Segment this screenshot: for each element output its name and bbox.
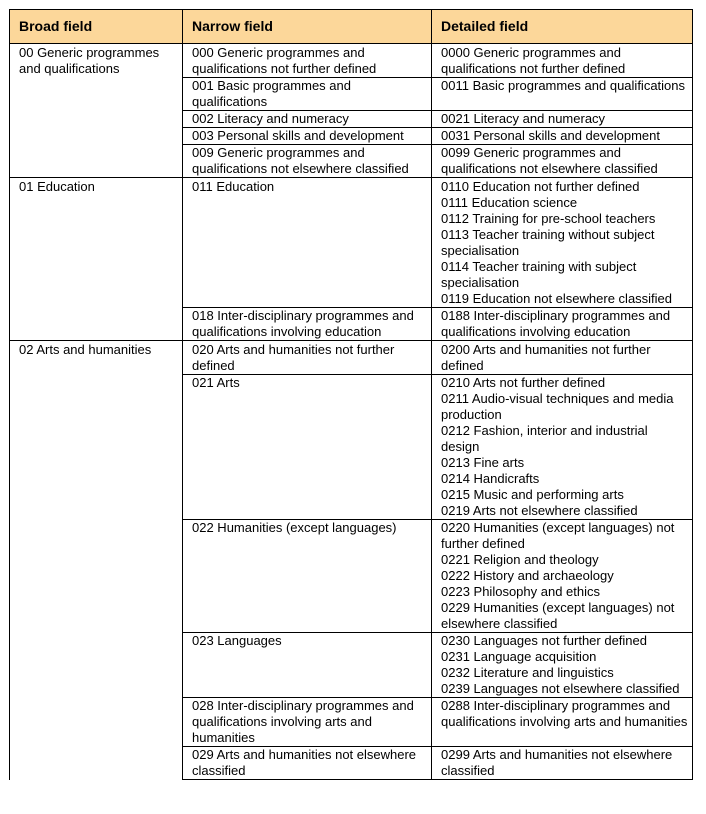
- detailed-field-item: 0239 Languages not elsewhere classified: [441, 681, 680, 696]
- detailed-field-item: 0110 Education not further defined: [441, 179, 640, 194]
- table-header-row: [10, 10, 693, 44]
- detailed-field-cell: [432, 747, 693, 780]
- table-row: [10, 178, 693, 308]
- detailed-field-item: 0210 Arts not further defined: [441, 375, 606, 390]
- detailed-field-item: 0221 Religion and theology: [441, 552, 599, 567]
- detailed-field-item: 0000 Generic programmes and qualifications not further defined: [441, 45, 626, 76]
- detailed-field-item: 0211 Audio-visual techniques and media production: [441, 391, 674, 422]
- detailed-field-item: 0113 Teacher training without subject specialisation: [441, 227, 655, 258]
- isced-fields-document: [9, 9, 692, 780]
- narrow-field-cell: 028 Inter-disciplinary programmes and qualifications involving arts and humanities: [183, 698, 432, 747]
- detailed-field-cell: [432, 520, 693, 633]
- detailed-field-item: 0219 Arts not elsewhere classified: [441, 503, 638, 518]
- detailed-field-item: 0222 History and archaeology: [441, 568, 614, 583]
- detailed-field-cell: [432, 341, 693, 375]
- detailed-field-cell: [432, 111, 693, 128]
- broad-field-cell: 01 Education: [10, 178, 183, 341]
- detailed-field-item: 0220 Humanities (except languages) not further defined: [441, 520, 675, 551]
- detailed-field-item: 0232 Literature and linguistics: [441, 665, 614, 680]
- narrow-field-cell: 002 Literacy and numeracy: [183, 111, 432, 128]
- detailed-field-cell: [432, 375, 693, 520]
- narrow-field-cell: 003 Personal skills and development: [183, 128, 432, 145]
- narrow-field-cell: 009 Generic programmes and qualifications not elsewhere classified: [183, 145, 432, 178]
- detailed-field-cell: [432, 178, 693, 308]
- field-classification-table: [9, 9, 693, 780]
- detailed-field-item: 0031 Personal skills and development: [441, 128, 660, 143]
- broad-field-cell: 02 Arts and humanities: [10, 341, 183, 780]
- detailed-field-item: 0230 Languages not further defined: [441, 633, 648, 648]
- detailed-field-cell: [432, 633, 693, 698]
- detailed-field-cell: [432, 145, 693, 178]
- table-row: [10, 44, 693, 78]
- detailed-field-item: 0213 Fine arts: [441, 455, 525, 470]
- detailed-field-item: 0011 Basic programmes and qualifications: [441, 78, 686, 93]
- detailed-field-item: 0288 Inter-disciplinary programmes and qualifications involving arts and humanities: [441, 698, 688, 729]
- narrow-field-cell: 020 Arts and humanities not further defined: [183, 341, 432, 375]
- detailed-field-item: 0200 Arts and humanities not further defined: [441, 342, 651, 373]
- detailed-field-cell: [432, 128, 693, 145]
- narrow-field-cell: 018 Inter-disciplinary programmes and qualifications involving education: [183, 308, 432, 341]
- narrow-field-cell: 011 Education: [183, 178, 432, 308]
- detailed-field-cell: [432, 78, 693, 111]
- header-narrow-field: Narrow field: [183, 10, 432, 44]
- detailed-field-item: 0119 Education not elsewhere classified: [441, 291, 673, 306]
- narrow-field-cell: 001 Basic programmes and qualifications: [183, 78, 432, 111]
- detailed-field-item: 0099 Generic programmes and qualifications not elsewhere classified: [441, 145, 658, 176]
- narrow-field-cell: 000 Generic programmes and qualifications not further defined: [183, 44, 432, 78]
- detailed-field-item: 0214 Handicrafts: [441, 471, 540, 486]
- detailed-field-item: 0212 Fashion, interior and industrial design: [441, 423, 648, 454]
- detailed-field-item: 0299 Arts and humanities not elsewhere classified: [441, 747, 673, 778]
- narrow-field-cell: 023 Languages: [183, 633, 432, 698]
- table-row: [10, 341, 693, 375]
- detailed-field-item: 0112 Training for pre-school teachers: [441, 211, 656, 226]
- header-detailed-field: Detailed field: [432, 10, 693, 44]
- narrow-field-cell: 021 Arts: [183, 375, 432, 520]
- detailed-field-item: 0231 Language acquisition: [441, 649, 597, 664]
- detailed-field-item: 0229 Humanities (except languages) not elsewhere classified: [441, 600, 675, 631]
- detailed-field-item: 0021 Literacy and numeracy: [441, 111, 606, 126]
- detailed-field-item: 0215 Music and performing arts: [441, 487, 624, 502]
- detailed-field-cell: [432, 308, 693, 341]
- narrow-field-cell: 022 Humanities (except languages): [183, 520, 432, 633]
- header-broad-field: Broad field: [10, 10, 183, 44]
- detailed-field-cell: [432, 698, 693, 747]
- narrow-field-cell: 029 Arts and humanities not elsewhere classified: [183, 747, 432, 780]
- detailed-field-cell: [432, 44, 693, 78]
- broad-field-cell: 00 Generic programmes and qualifications: [10, 44, 183, 178]
- detailed-field-item: 0114 Teacher training with subject specialisation: [441, 259, 637, 290]
- detailed-field-item: 0188 Inter-disciplinary programmes and qualifications involving education: [441, 308, 671, 339]
- table-body: [10, 44, 693, 780]
- detailed-field-item: 0223 Philosophy and ethics: [441, 584, 601, 599]
- detailed-field-item: 0111 Education science: [441, 195, 578, 210]
